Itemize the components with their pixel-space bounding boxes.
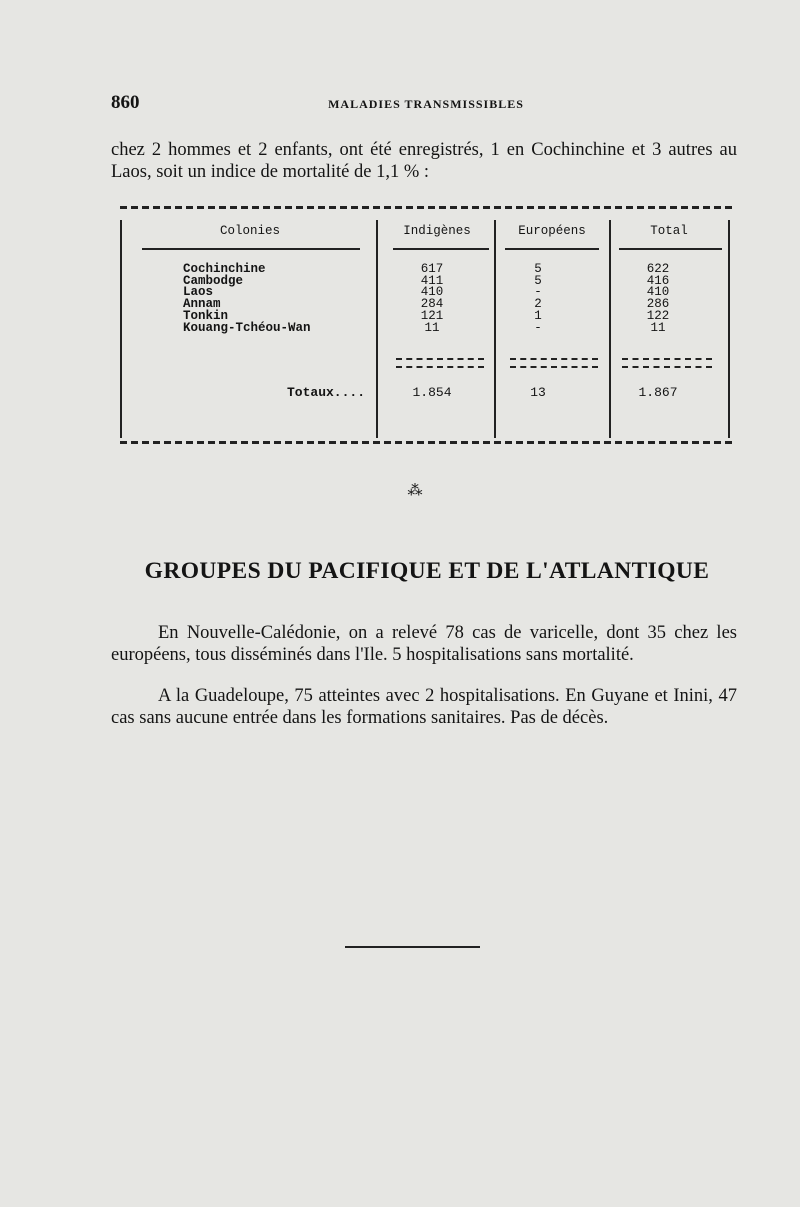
table-cell-total: 410 — [646, 285, 670, 300]
table-cell-europeens: - — [534, 285, 542, 300]
totals-label: Totaux.... — [287, 385, 366, 400]
running-title: MALADIES TRANSMISSIBLES — [328, 97, 524, 111]
totals-total: 1.867 — [638, 385, 678, 400]
table-cell-europeens: 5 — [534, 262, 542, 276]
table-cell-colonie: Tonkin — [183, 308, 229, 323]
header-underline — [505, 248, 599, 250]
table-top-border — [120, 206, 732, 209]
sum-rule — [622, 358, 712, 368]
header-indigenes: Indigènes — [403, 224, 471, 238]
header-underline — [393, 248, 489, 250]
table-cell-colonie: Kouang-Tchéou-Wan — [183, 320, 311, 335]
end-rule — [345, 946, 480, 948]
table-cell-europeens: 1 — [534, 308, 542, 323]
header-colonies: Colonies — [219, 224, 280, 238]
sum-rule — [510, 358, 598, 368]
colonies-column — [183, 264, 311, 334]
table-cell-total: 11 — [650, 320, 666, 335]
header-underline — [619, 248, 722, 250]
table-divider — [120, 220, 122, 438]
header-total: Total — [650, 224, 688, 238]
table-cell-indigenes: 617 — [420, 262, 444, 276]
table-cell-europeens: 5 — [534, 273, 542, 288]
table-cell-colonie: Annam — [183, 297, 221, 312]
table-cell-total: 122 — [646, 308, 670, 323]
table-cell-total: 286 — [646, 297, 670, 312]
intro-paragraph: chez 2 hommes et 2 enfants, ont été enregistrés, 1 en Cochinchine et 3 autres au Laos, soit un indice de mortalité de 1,1 % : — [111, 140, 737, 182]
totals-europeens: 13 — [530, 385, 546, 400]
table-cell-indigenes: 121 — [420, 308, 444, 323]
header-europeens: Européens — [518, 224, 586, 238]
table-cell-europeens: - — [534, 320, 542, 335]
total-column — [628, 264, 688, 334]
table-cell-colonie: Cochinchine — [183, 262, 266, 276]
asterism-ornament: ⁂ — [407, 483, 423, 499]
europeens-column — [508, 264, 568, 334]
table-cell-indigenes: 284 — [420, 297, 444, 312]
paragraph-guadeloupe: A la Guadeloupe, 75 atteintes avec 2 hospitalisations. En Guyane et Inini, 47 cas sans aucune entrée dans les formations sanitaires. Pas de décès. — [111, 686, 737, 728]
sum-rule — [396, 358, 484, 368]
table-cell-indigenes: 11 — [424, 320, 440, 335]
table-divider — [376, 220, 378, 438]
table-cell-total: 622 — [646, 262, 670, 276]
header-underline — [142, 248, 360, 250]
table-cell-europeens: 2 — [534, 297, 542, 312]
indigenes-column — [402, 264, 462, 334]
table-cell-total: 416 — [646, 273, 670, 288]
section-title: GROUPES DU PACIFIQUE ET DE L'ATLANTIQUE — [144, 558, 710, 584]
table-divider — [609, 220, 611, 438]
running-header — [111, 92, 741, 116]
colonies-table — [120, 206, 732, 444]
table-cell-indigenes: 411 — [420, 273, 444, 288]
page-number: 860 — [111, 92, 140, 113]
table-cell-colonie: Cambodge — [183, 273, 244, 288]
table-bottom-border — [120, 441, 732, 444]
table-divider — [494, 220, 496, 438]
table-cell-colonie: Laos — [183, 285, 214, 300]
table-divider — [728, 220, 730, 438]
paragraph-nouvelle-caledonie: En Nouvelle-Calédonie, on a relevé 78 cas de varicelle, dont 35 chez les européens, tous disséminés dans l'Ile. 5 hospitalisations sans mortalité. — [111, 623, 737, 665]
table-cell-indigenes: 410 — [420, 285, 444, 300]
totals-indigenes: 1.854 — [412, 385, 452, 400]
